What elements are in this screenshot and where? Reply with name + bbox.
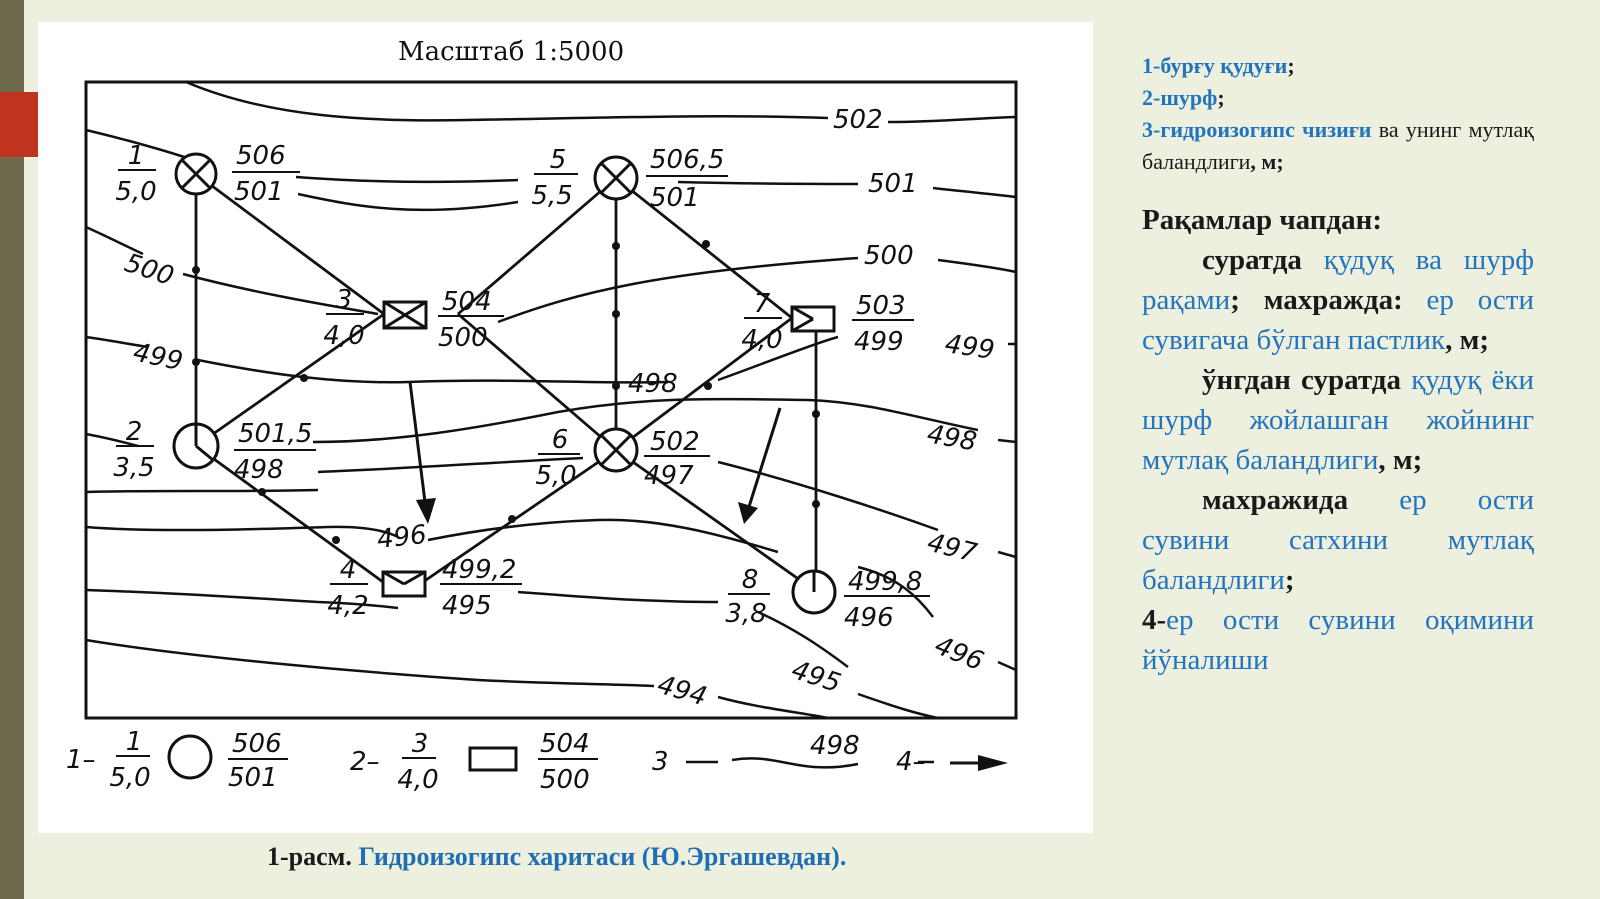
legend-water: 501 [228, 763, 278, 793]
caption-prefix: 1-расм. [267, 842, 352, 871]
contour-label: 496 [375, 519, 429, 555]
unit-label: м [1392, 444, 1413, 476]
paragraph-flow [1142, 600, 1534, 680]
point-water-level: 495 [442, 591, 492, 621]
hydroisohypse-map [38, 22, 1093, 833]
slide-accent-tab [0, 92, 38, 157]
contour-label: 500 [120, 248, 178, 292]
well-symbol-6 [595, 429, 637, 471]
intersection-dots [192, 240, 820, 544]
legend-contour-value: 498 [810, 731, 860, 761]
contour-label: 499 [130, 337, 186, 378]
unit-label: м [1459, 324, 1480, 356]
point-water-level: 497 [644, 461, 694, 491]
legend-surface: 504 [540, 729, 590, 759]
legend-item-3-unit: м [1261, 149, 1277, 174]
legend-number: 1 [125, 727, 143, 757]
contour-label: 495 [787, 655, 845, 699]
legend-surface: 506 [232, 729, 282, 759]
contour-line-496 [86, 527, 398, 537]
contour-line-494 [86, 640, 654, 686]
point-number: 5 [549, 145, 567, 175]
explanation-panel [1142, 50, 1534, 680]
point-surface-elevation: 506 [236, 141, 286, 171]
legend-item-3-rest: ва унинг мутлақ баландлиги [1142, 117, 1534, 174]
well-symbol-8 [793, 571, 835, 613]
contour-line-501 [296, 177, 518, 182]
paragraph-right-denominator: махражида ер ости сувини сатхини мутлақ баландлиги; [1142, 484, 1534, 596]
point-water-level: 500 [438, 323, 488, 353]
point-surface-elevation: 502 [650, 427, 700, 457]
point-right-fraction-bars [232, 172, 930, 596]
term-flow: 4- [1142, 604, 1167, 636]
point-number: 2 [125, 417, 143, 447]
point-number: 4 [339, 555, 357, 585]
legend-arrow-icon [978, 755, 1008, 771]
point-depth: 4,0 [741, 325, 783, 355]
point-number: 6 [551, 425, 569, 455]
legend-prefix: 3 [652, 747, 669, 777]
point-depth: 5,0 [115, 177, 157, 207]
point-surface-elevation: 506,5 [650, 145, 725, 175]
point-depth: 3,5 [113, 453, 155, 483]
point-right-labels [234, 141, 922, 633]
point-water-level: 501 [650, 183, 700, 213]
point-water-level: 499 [854, 327, 904, 357]
contour-label: 497 [924, 527, 980, 569]
legend-item-1: 1-бурғу қудуғи [1142, 53, 1288, 78]
paragraph-right-numerator: ўнгдан суратда қудуқ ёки шурф жойлашган жойнинг мутлақ баландлиги, м; [1142, 364, 1535, 476]
point-number: 7 [753, 289, 771, 319]
pit-symbol-7 [792, 307, 834, 331]
contour-label: 500 [864, 241, 914, 271]
point-number: 1 [127, 141, 145, 171]
term-numerator: суратда [1202, 244, 1302, 276]
point-water-level: 498 [234, 455, 284, 485]
point-water-level: 501 [234, 177, 284, 207]
point-surface-elevation: 499,2 [442, 555, 517, 585]
text-right-numerator: қудуқ ёки шурф жойлашган жойнинг мутлақ баландлиги [1142, 364, 1535, 476]
flow-arrow-head [738, 502, 758, 524]
point-water-level: 496 [844, 603, 894, 633]
contour-label: 498 [628, 369, 678, 399]
pit-symbol-3 [384, 302, 426, 328]
legend-prefix: 1– [66, 745, 96, 775]
contour-label: 502 [833, 105, 883, 135]
point-symbols [174, 154, 835, 613]
legend-item-3: 3-гидроизогипс чизиғи [1142, 117, 1372, 142]
point-depth: 5,0 [535, 461, 577, 491]
figure-caption [267, 842, 846, 872]
legend-item-2: 2-шурф [1142, 85, 1218, 110]
legend-prefix: 2– [350, 747, 380, 777]
legend-list: 1-бурғу қудуғи; 2-шурф; 3-гидроизогипс чизиғи ва унинг мутлақ баландлиги, м; [1142, 53, 1534, 174]
contour-label: 501 [868, 169, 918, 199]
map-svg [38, 22, 1093, 833]
legend-water: 500 [540, 765, 590, 795]
contour-label: 494 [654, 669, 711, 713]
point-depth: 4,0 [323, 321, 365, 351]
text-right-denominator: ер ости сувини сатхини мутлақ баландлиги [1142, 484, 1534, 596]
point-number: 8 [741, 565, 759, 595]
contour-line-502 [186, 82, 828, 120]
contour-line-497 [86, 490, 318, 492]
contour-label: 499 [943, 329, 997, 366]
point-depth: 5,5 [531, 181, 573, 211]
map-legend [66, 727, 1008, 795]
term-right-denominator: махражида [1202, 484, 1349, 516]
text-flow: ер ости сувини оқимини йўналиши [1142, 604, 1534, 676]
point-depth: 4,2 [327, 591, 369, 621]
caption-title: Гидроизогипс харитаси (Ю.Эргашевдан). [358, 842, 847, 871]
legend-well-icon [169, 736, 211, 778]
point-depth: 3,8 [725, 599, 767, 629]
paragraph-numerator: суратда қудуқ ва шурф рақами; махражда: ер ости сувигача бўлган пастлик, м; [1142, 244, 1534, 356]
term-denominator: махражда: [1263, 284, 1403, 316]
text-denominator: ер ости сувигача бўлган пастлик [1142, 284, 1534, 356]
contour-label: 496 [930, 630, 988, 678]
legend-prefix: 4– [896, 747, 926, 777]
well-symbol-1 [176, 154, 216, 194]
point-surface-elevation: 499,8 [848, 567, 923, 597]
legend-depth: 4,0 [397, 765, 439, 795]
scale-label: Масштаб 1:5000 [398, 37, 625, 67]
numbers-title: Рақамлар чапдан: [1142, 204, 1383, 236]
legend-number: 3 [411, 729, 429, 759]
point-number: 3 [335, 285, 353, 315]
text-numerator: қудуқ ва шурф рақами [1142, 244, 1534, 316]
well-symbol-5 [595, 157, 637, 199]
point-surface-elevation: 504 [442, 287, 492, 317]
contour-label: 498 [924, 419, 979, 458]
well-symbol-2 [174, 424, 218, 468]
point-surface-elevation: 501,5 [238, 419, 313, 449]
pit-symbol-4 [383, 572, 425, 596]
legend-depth: 5,0 [109, 763, 151, 793]
point-surface-elevation: 503 [856, 291, 906, 321]
legend-pit-icon [470, 748, 516, 770]
term-right-numerator: ўнгдан суратда [1202, 364, 1401, 396]
